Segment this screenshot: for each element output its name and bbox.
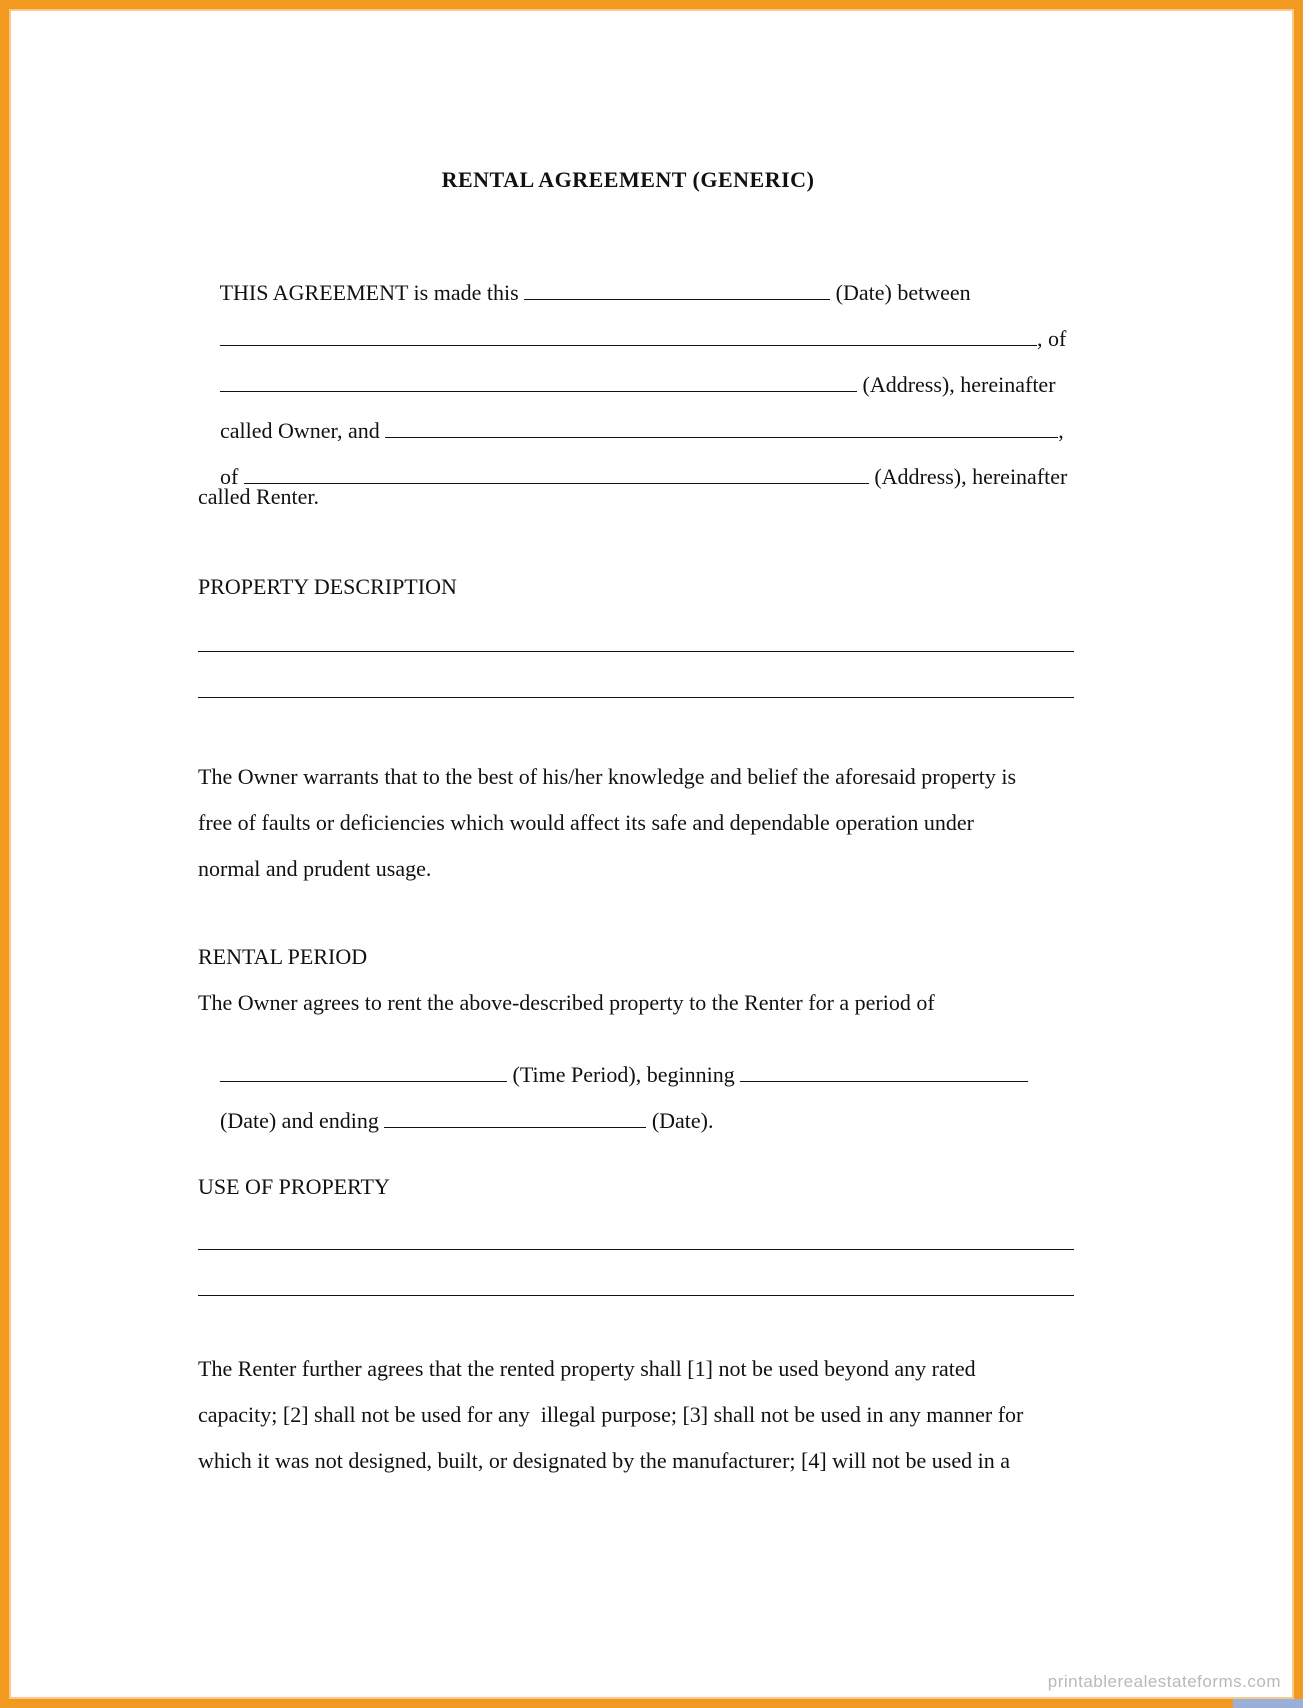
end-date-blank[interactable]	[384, 1109, 646, 1128]
owner-address-blank[interactable]	[220, 373, 857, 392]
intro-text: ,	[1058, 418, 1064, 443]
time-period-blank[interactable]	[220, 1063, 507, 1082]
document-title: RENTAL AGREEMENT (GENERIC)	[441, 167, 815, 192]
renter-name-blank[interactable]	[385, 419, 1058, 438]
owner-name-blank[interactable]	[220, 327, 1037, 346]
rental-period-heading: RENTAL PERIOD	[198, 944, 368, 969]
rental-period-line-3	[198, 1082, 714, 1160]
further-line-1: The Renter further agrees that the rented property shall [1] not be used beyond any rated	[198, 1356, 976, 1381]
use-of-property-heading: USE OF PROPERTY	[198, 1174, 390, 1199]
intro-text: of	[220, 464, 244, 489]
intro-text: THIS AGREEMENT is made this	[219, 280, 525, 305]
rental-period-line-1: The Owner agrees to rent the above-described property to the Renter for a period of	[198, 990, 935, 1015]
rental-period-text: (Date) and ending	[220, 1108, 385, 1133]
intro-text: , of	[1037, 326, 1067, 351]
property-description-blank-2[interactable]	[198, 697, 1074, 698]
property-description-heading: PROPERTY DESCRIPTION	[198, 574, 457, 599]
warranty-line-3: normal and prudent usage.	[198, 856, 432, 881]
use-of-property-blank-2[interactable]	[198, 1295, 1074, 1296]
warranty-line-1: The Owner warrants that to the best of his/her knowledge and belief the aforesaid property is	[198, 764, 1017, 789]
intro-text: called Owner, and	[220, 418, 386, 443]
intro-text: (Date) between	[830, 280, 971, 305]
intro-text: (Address), hereinafter	[857, 372, 1056, 397]
rental-period-text: (Date).	[646, 1108, 714, 1133]
intro-text: (Address), hereinafter	[868, 464, 1068, 489]
intro-line-6: called Renter.	[198, 484, 319, 509]
rental-period-text: (Time Period), beginning	[507, 1062, 741, 1087]
property-description-blank-1[interactable]	[198, 651, 1074, 652]
corner-accent	[1233, 1699, 1303, 1708]
renter-address-blank[interactable]	[244, 465, 869, 484]
further-line-2: capacity; [2] shall not be used for any illegal purpose; [3] shall not be used in any manner for	[198, 1402, 1024, 1427]
start-date-blank[interactable]	[740, 1063, 1028, 1082]
date-blank[interactable]	[524, 281, 830, 300]
use-of-property-blank-1[interactable]	[198, 1249, 1074, 1250]
further-line-3: which it was not designed, built, or designated by the manufacturer; [4] will not be used in a	[198, 1448, 1010, 1473]
warranty-line-2: free of faults or deficiencies which would affect its safe and dependable operation under	[198, 810, 974, 835]
intro-line-5	[198, 438, 1067, 516]
site-watermark: printablerealestateforms.com	[1047, 1672, 1281, 1691]
